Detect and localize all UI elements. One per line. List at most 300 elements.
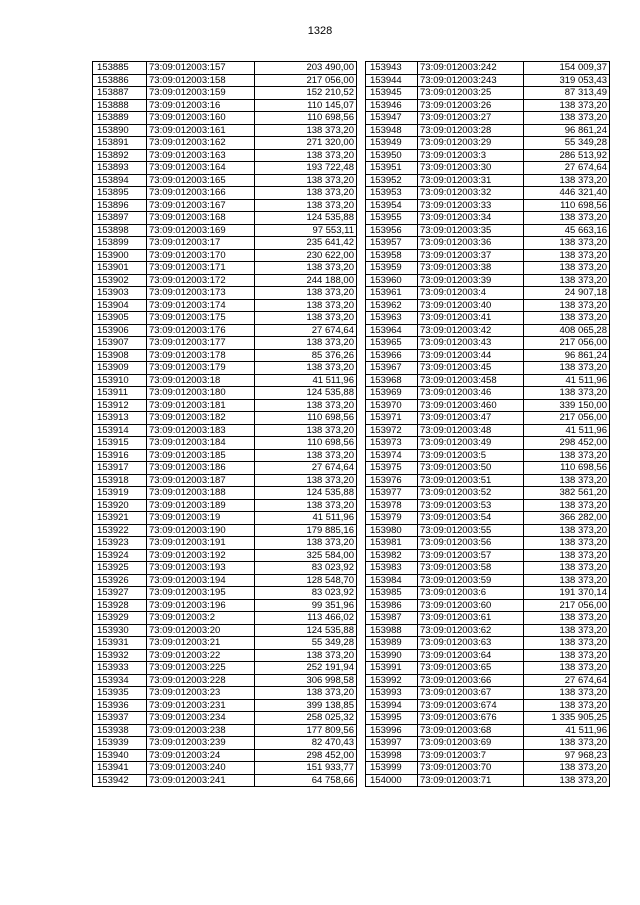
amount-cell: 124 535,88 — [255, 487, 357, 500]
cadastral-number-cell: 73:09:012003:225 — [147, 662, 255, 675]
amount-cell: 138 373,20 — [524, 562, 610, 575]
amount-cell: 366 282,00 — [524, 512, 610, 525]
row-number-cell: 153962 — [366, 299, 418, 312]
table-row — [93, 499, 357, 512]
table-row — [93, 512, 357, 525]
table-row — [93, 774, 357, 787]
table-row — [93, 299, 357, 312]
table-row — [366, 199, 610, 212]
row-number-cell: 153951 — [366, 162, 418, 175]
amount-cell: 319 053,43 — [524, 74, 610, 87]
table-row — [366, 749, 610, 762]
cadastral-number-cell: 73:09:012003:231 — [147, 699, 255, 712]
amount-cell: 138 373,20 — [255, 199, 357, 212]
row-number-cell: 153920 — [93, 499, 147, 512]
table-row — [93, 87, 357, 100]
cadastral-number-cell: 73:09:012003:166 — [147, 187, 255, 200]
cadastral-number-cell: 73:09:012003:22 — [147, 649, 255, 662]
row-number-cell: 153959 — [366, 262, 418, 275]
cadastral-number-cell: 73:09:012003:182 — [147, 412, 255, 425]
cadastral-number-cell: 73:09:012003:7 — [418, 749, 524, 762]
left-table-body — [93, 62, 357, 787]
cadastral-number-cell: 73:09:012003:17 — [147, 237, 255, 250]
table-row — [366, 637, 610, 650]
amount-cell: 138 373,20 — [255, 124, 357, 137]
amount-cell: 325 584,00 — [255, 549, 357, 562]
amount-cell: 113 466,02 — [255, 612, 357, 625]
row-number-cell: 153938 — [93, 724, 147, 737]
table-row — [366, 549, 610, 562]
table-row — [366, 674, 610, 687]
row-number-cell: 153980 — [366, 524, 418, 537]
amount-cell: 138 373,20 — [524, 687, 610, 700]
cadastral-number-cell: 73:09:012003:61 — [418, 612, 524, 625]
row-number-cell: 153972 — [366, 424, 418, 437]
row-number-cell: 153900 — [93, 249, 147, 262]
amount-cell: 382 561,20 — [524, 487, 610, 500]
row-number-cell: 153916 — [93, 449, 147, 462]
amount-cell: 230 622,00 — [255, 249, 357, 262]
row-number-cell: 153968 — [366, 374, 418, 387]
row-number-cell: 153976 — [366, 474, 418, 487]
amount-cell: 298 452,00 — [255, 749, 357, 762]
amount-cell: 97 553,11 — [255, 224, 357, 237]
amount-cell: 177 809,56 — [255, 724, 357, 737]
amount-cell: 138 373,20 — [255, 362, 357, 375]
amount-cell: 138 373,20 — [524, 262, 610, 275]
amount-cell: 85 376,26 — [255, 349, 357, 362]
cadastral-number-cell: 73:09:012003:674 — [418, 699, 524, 712]
row-number-cell: 153940 — [93, 749, 147, 762]
amount-cell: 138 373,20 — [255, 399, 357, 412]
table-row — [93, 112, 357, 125]
cadastral-number-cell: 73:09:012003:23 — [147, 687, 255, 700]
cadastral-number-cell: 73:09:012003:34 — [418, 212, 524, 225]
amount-cell: 138 373,20 — [524, 499, 610, 512]
cadastral-number-cell: 73:09:012003:228 — [147, 674, 255, 687]
amount-cell: 138 373,20 — [524, 737, 610, 750]
row-number-cell: 153969 — [366, 387, 418, 400]
row-number-cell: 153979 — [366, 512, 418, 525]
table-row — [93, 762, 357, 775]
cadastral-number-cell: 73:09:012003:20 — [147, 624, 255, 637]
amount-cell: 138 373,20 — [255, 337, 357, 350]
cadastral-number-cell: 73:09:012003:38 — [418, 262, 524, 275]
table-row — [93, 574, 357, 587]
table-row — [93, 337, 357, 350]
table-row — [93, 699, 357, 712]
table-row — [366, 74, 610, 87]
amount-cell: 110 698,56 — [255, 437, 357, 450]
amount-cell: 151 933,77 — [255, 762, 357, 775]
cadastral-number-cell: 73:09:012003:2 — [147, 612, 255, 625]
cadastral-number-cell: 73:09:012003:42 — [418, 324, 524, 337]
row-number-cell: 153952 — [366, 174, 418, 187]
amount-cell: 258 025,32 — [255, 712, 357, 725]
row-number-cell: 153942 — [93, 774, 147, 787]
cadastral-number-cell: 73:09:012003:169 — [147, 224, 255, 237]
amount-cell: 339 150,00 — [524, 399, 610, 412]
table-row — [366, 487, 610, 500]
row-number-cell: 153909 — [93, 362, 147, 375]
row-number-cell: 153992 — [366, 674, 418, 687]
amount-cell: 45 663,16 — [524, 224, 610, 237]
amount-cell: 124 535,88 — [255, 212, 357, 225]
row-number-cell: 153970 — [366, 399, 418, 412]
row-number-cell: 153911 — [93, 387, 147, 400]
table-row — [93, 537, 357, 550]
amount-cell: 138 373,20 — [524, 237, 610, 250]
row-number-cell: 153893 — [93, 162, 147, 175]
amount-cell: 64 758,66 — [255, 774, 357, 787]
cadastral-number-cell: 73:09:012003:45 — [418, 362, 524, 375]
table-row — [93, 649, 357, 662]
table-row — [93, 224, 357, 237]
row-number-cell: 153960 — [366, 274, 418, 287]
table-row — [366, 174, 610, 187]
table-row — [366, 462, 610, 475]
amount-cell: 138 373,20 — [524, 387, 610, 400]
table-row — [366, 162, 610, 175]
row-number-cell: 153931 — [93, 637, 147, 650]
table-row — [93, 362, 357, 375]
table-row — [93, 687, 357, 700]
amount-cell: 138 373,20 — [524, 99, 610, 112]
row-number-cell: 153899 — [93, 237, 147, 250]
cadastral-number-cell: 73:09:012003:194 — [147, 574, 255, 587]
amount-cell: 97 968,23 — [524, 749, 610, 762]
row-number-cell: 153981 — [366, 537, 418, 550]
table-row — [93, 662, 357, 675]
row-number-cell: 153989 — [366, 637, 418, 650]
page-number: 1328 — [307, 25, 333, 37]
row-number-cell: 153901 — [93, 262, 147, 275]
cadastral-number-cell: 73:09:012003:167 — [147, 199, 255, 212]
amount-cell: 138 373,20 — [524, 624, 610, 637]
table-row — [93, 274, 357, 287]
row-number-cell: 153895 — [93, 187, 147, 200]
amount-cell: 446 321,40 — [524, 187, 610, 200]
amount-cell: 138 373,20 — [255, 299, 357, 312]
cadastral-number-cell: 73:09:012003:159 — [147, 87, 255, 100]
cadastral-number-cell: 73:09:012003:174 — [147, 299, 255, 312]
row-number-cell: 153984 — [366, 574, 418, 587]
table-row — [366, 337, 610, 350]
row-number-cell: 153937 — [93, 712, 147, 725]
amount-cell: 138 373,20 — [524, 574, 610, 587]
cadastral-number-cell: 73:09:012003:460 — [418, 399, 524, 412]
amount-cell: 217 056,00 — [524, 337, 610, 350]
row-number-cell: 153986 — [366, 599, 418, 612]
row-number-cell: 153907 — [93, 337, 147, 350]
row-number-cell: 153995 — [366, 712, 418, 725]
cadastral-number-cell: 73:09:012003:44 — [418, 349, 524, 362]
cadastral-number-cell: 73:09:012003:240 — [147, 762, 255, 775]
row-number-cell: 153947 — [366, 112, 418, 125]
table-row — [93, 312, 357, 325]
table-row — [366, 87, 610, 100]
row-number-cell: 153997 — [366, 737, 418, 750]
table-row — [93, 712, 357, 725]
amount-cell: 27 674,64 — [524, 162, 610, 175]
row-number-cell: 153998 — [366, 749, 418, 762]
cadastral-number-cell: 73:09:012003:180 — [147, 387, 255, 400]
amount-cell: 99 351,96 — [255, 599, 357, 612]
table-row — [366, 112, 610, 125]
row-number-cell: 153961 — [366, 287, 418, 300]
table-row — [93, 374, 357, 387]
amount-cell: 191 370,14 — [524, 587, 610, 600]
row-number-cell: 153930 — [93, 624, 147, 637]
row-number-cell: 153917 — [93, 462, 147, 475]
amount-cell: 138 373,20 — [524, 312, 610, 325]
row-number-cell: 153966 — [366, 349, 418, 362]
cadastral-number-cell: 73:09:012003:30 — [418, 162, 524, 175]
row-number-cell: 153957 — [366, 237, 418, 250]
amount-cell: 138 373,20 — [524, 774, 610, 787]
table-row — [366, 774, 610, 787]
table-row — [93, 174, 357, 187]
cadastral-number-cell: 73:09:012003:243 — [418, 74, 524, 87]
cadastral-number-cell: 73:09:012003:168 — [147, 212, 255, 225]
amount-cell: 110 698,56 — [524, 199, 610, 212]
amount-cell: 138 373,20 — [524, 474, 610, 487]
row-number-cell: 153886 — [93, 74, 147, 87]
table-row — [366, 649, 610, 662]
cadastral-number-cell: 73:09:012003:59 — [418, 574, 524, 587]
row-number-cell: 153944 — [366, 74, 418, 87]
row-number-cell: 153934 — [93, 674, 147, 687]
cadastral-number-cell: 73:09:012003:238 — [147, 724, 255, 737]
cadastral-number-cell: 73:09:012003:177 — [147, 337, 255, 350]
table-row — [93, 99, 357, 112]
row-number-cell: 153929 — [93, 612, 147, 625]
table-row — [366, 599, 610, 612]
row-number-cell: 153949 — [366, 137, 418, 150]
row-number-cell: 153903 — [93, 287, 147, 300]
left-table — [92, 61, 357, 787]
amount-cell: 41 511,96 — [524, 424, 610, 437]
row-number-cell: 153902 — [93, 274, 147, 287]
table-row — [366, 762, 610, 775]
cadastral-number-cell: 73:09:012003:179 — [147, 362, 255, 375]
table-row — [366, 587, 610, 600]
cadastral-number-cell: 73:09:012003:54 — [418, 512, 524, 525]
amount-cell: 96 861,24 — [524, 349, 610, 362]
cadastral-number-cell: 73:09:012003:69 — [418, 737, 524, 750]
row-number-cell: 153889 — [93, 112, 147, 125]
table-row — [366, 212, 610, 225]
row-number-cell: 153985 — [366, 587, 418, 600]
amount-cell: 41 511,96 — [524, 374, 610, 387]
amount-cell: 399 138,85 — [255, 699, 357, 712]
table-row — [93, 462, 357, 475]
row-number-cell: 153885 — [93, 62, 147, 75]
row-number-cell: 153988 — [366, 624, 418, 637]
table-row — [366, 687, 610, 700]
table-row — [93, 474, 357, 487]
table-row — [366, 537, 610, 550]
table-row — [366, 712, 610, 725]
table-row — [366, 562, 610, 575]
row-number-cell: 153946 — [366, 99, 418, 112]
cadastral-number-cell: 73:09:012003:188 — [147, 487, 255, 500]
row-number-cell: 153932 — [93, 649, 147, 662]
table-row — [366, 449, 610, 462]
table-row — [366, 512, 610, 525]
row-number-cell: 153927 — [93, 587, 147, 600]
row-number-cell: 153963 — [366, 312, 418, 325]
cadastral-number-cell: 73:09:012003:68 — [418, 724, 524, 737]
table-row — [93, 424, 357, 437]
amount-cell: 110 698,56 — [255, 412, 357, 425]
table-row — [366, 137, 610, 150]
amount-cell: 138 373,20 — [255, 474, 357, 487]
amount-cell: 408 065,28 — [524, 324, 610, 337]
table-row — [366, 374, 610, 387]
cadastral-number-cell: 73:09:012003:162 — [147, 137, 255, 150]
row-number-cell: 153982 — [366, 549, 418, 562]
table-row — [366, 224, 610, 237]
amount-cell: 138 373,20 — [524, 637, 610, 650]
table-row — [93, 124, 357, 137]
cadastral-number-cell: 73:09:012003:48 — [418, 424, 524, 437]
table-row — [366, 399, 610, 412]
row-number-cell: 153915 — [93, 437, 147, 450]
row-number-cell: 153908 — [93, 349, 147, 362]
table-row — [366, 249, 610, 262]
amount-cell: 252 191,94 — [255, 662, 357, 675]
cadastral-number-cell: 73:09:012003:157 — [147, 62, 255, 75]
amount-cell: 124 535,88 — [255, 624, 357, 637]
table-row — [93, 737, 357, 750]
table-row — [366, 349, 610, 362]
amount-cell: 138 373,20 — [255, 499, 357, 512]
amount-cell: 138 373,20 — [524, 299, 610, 312]
cadastral-number-cell: 73:09:012003:160 — [147, 112, 255, 125]
cadastral-number-cell: 73:09:012003:178 — [147, 349, 255, 362]
row-number-cell: 153999 — [366, 762, 418, 775]
amount-cell: 179 885,16 — [255, 524, 357, 537]
row-number-cell: 153990 — [366, 649, 418, 662]
cadastral-number-cell: 73:09:012003:29 — [418, 137, 524, 150]
cadastral-number-cell: 73:09:012003:165 — [147, 174, 255, 187]
row-number-cell: 153948 — [366, 124, 418, 137]
amount-cell: 27 674,64 — [524, 674, 610, 687]
table-row — [366, 737, 610, 750]
row-number-cell: 153956 — [366, 224, 418, 237]
amount-cell: 138 373,20 — [524, 649, 610, 662]
table-row — [366, 149, 610, 162]
amount-cell: 24 907,18 — [524, 287, 610, 300]
table-row — [93, 412, 357, 425]
row-number-cell: 153912 — [93, 399, 147, 412]
cadastral-number-cell: 73:09:012003:26 — [418, 99, 524, 112]
amount-cell: 138 373,20 — [524, 537, 610, 550]
amount-cell: 83 023,92 — [255, 562, 357, 575]
cadastral-number-cell: 73:09:012003:56 — [418, 537, 524, 550]
row-number-cell: 153924 — [93, 549, 147, 562]
table-row — [93, 237, 357, 250]
amount-cell: 27 674,64 — [255, 462, 357, 475]
table-row — [366, 312, 610, 325]
cadastral-number-cell: 73:09:012003:49 — [418, 437, 524, 450]
table-row — [93, 212, 357, 225]
cadastral-number-cell: 73:09:012003:171 — [147, 262, 255, 275]
cadastral-number-cell: 73:09:012003:39 — [418, 274, 524, 287]
row-number-cell: 153914 — [93, 424, 147, 437]
row-number-cell: 153983 — [366, 562, 418, 575]
amount-cell: 82 470,43 — [255, 737, 357, 750]
row-number-cell: 153973 — [366, 437, 418, 450]
cadastral-number-cell: 73:09:012003:53 — [418, 499, 524, 512]
table-row — [366, 237, 610, 250]
cadastral-number-cell: 73:09:012003:170 — [147, 249, 255, 262]
row-number-cell: 153958 — [366, 249, 418, 262]
cadastral-number-cell: 73:09:012003:458 — [418, 374, 524, 387]
amount-cell: 138 373,20 — [524, 174, 610, 187]
cadastral-number-cell: 73:09:012003:35 — [418, 224, 524, 237]
cadastral-number-cell: 73:09:012003:57 — [418, 549, 524, 562]
table-row — [93, 349, 357, 362]
amount-cell: 110 698,56 — [524, 462, 610, 475]
amount-cell: 128 548,70 — [255, 574, 357, 587]
table-row — [366, 324, 610, 337]
cadastral-number-cell: 73:09:012003:43 — [418, 337, 524, 350]
cadastral-number-cell: 73:09:012003:173 — [147, 287, 255, 300]
amount-cell: 138 373,20 — [255, 687, 357, 700]
cadastral-number-cell: 73:09:012003:185 — [147, 449, 255, 462]
table-row — [93, 624, 357, 637]
row-number-cell: 153888 — [93, 99, 147, 112]
amount-cell: 41 511,96 — [255, 374, 357, 387]
cadastral-number-cell: 73:09:012003:37 — [418, 249, 524, 262]
cadastral-number-cell: 73:09:012003:186 — [147, 462, 255, 475]
row-number-cell: 153987 — [366, 612, 418, 625]
amount-cell: 1 335 905,25 — [524, 712, 610, 725]
amount-cell: 110 698,56 — [255, 112, 357, 125]
row-number-cell: 153892 — [93, 149, 147, 162]
table-row — [366, 612, 610, 625]
cadastral-number-cell: 73:09:012003:187 — [147, 474, 255, 487]
amount-cell: 138 373,20 — [255, 424, 357, 437]
cadastral-number-cell: 73:09:012003:184 — [147, 437, 255, 450]
amount-cell: 27 674,64 — [255, 324, 357, 337]
row-number-cell: 153913 — [93, 412, 147, 425]
amount-cell: 138 373,20 — [524, 112, 610, 125]
table-row — [93, 749, 357, 762]
row-number-cell: 153945 — [366, 87, 418, 100]
cadastral-number-cell: 73:09:012003:158 — [147, 74, 255, 87]
cadastral-number-cell: 73:09:012003:190 — [147, 524, 255, 537]
table-row — [366, 187, 610, 200]
row-number-cell: 153904 — [93, 299, 147, 312]
amount-cell: 41 511,96 — [255, 512, 357, 525]
amount-cell: 244 188,00 — [255, 274, 357, 287]
cadastral-number-cell: 73:09:012003:70 — [418, 762, 524, 775]
amount-cell: 193 722,48 — [255, 162, 357, 175]
amount-cell: 138 373,20 — [255, 187, 357, 200]
cadastral-number-cell: 73:09:012003:196 — [147, 599, 255, 612]
table-row — [366, 299, 610, 312]
amount-cell: 124 535,88 — [255, 387, 357, 400]
cadastral-number-cell: 73:09:012003:36 — [418, 237, 524, 250]
table-row — [366, 524, 610, 537]
cadastral-number-cell: 73:09:012003:6 — [418, 587, 524, 600]
cadastral-number-cell: 73:09:012003:62 — [418, 624, 524, 637]
table-row — [366, 724, 610, 737]
table-row — [93, 162, 357, 175]
